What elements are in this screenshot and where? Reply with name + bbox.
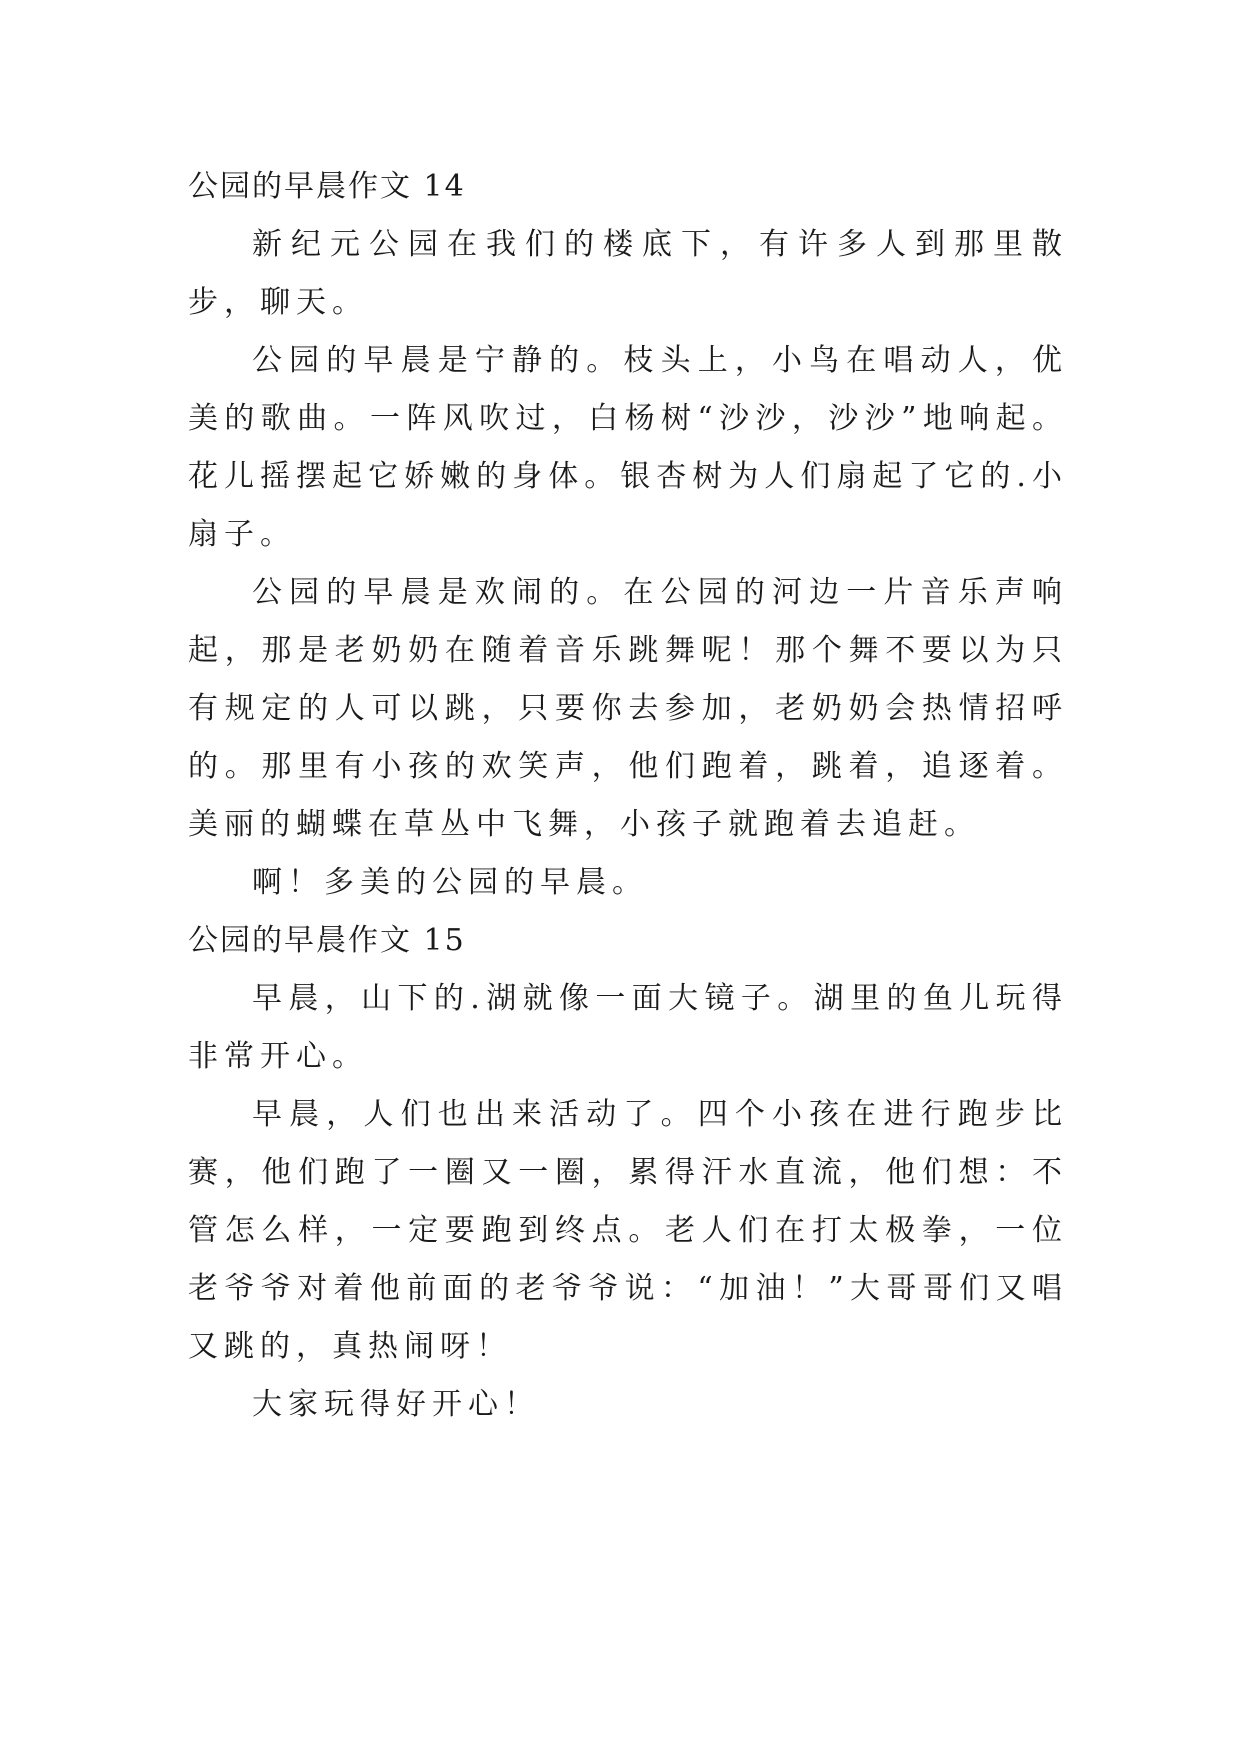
essay-15-paragraph-1: 早晨，山下的.湖就像一面大镜子。湖里的鱼儿玩得非常开心。 xyxy=(188,981,1068,1074)
essay-15-paragraph-3: 大家玩得好开心！ xyxy=(252,1387,540,1422)
essay-14-paragraph-2: 公园的早晨是宁静的。枝头上，小鸟在唱动人，优美的歌曲。一阵风吹过，白杨树“沙沙，沙沙”地响起。花儿摇摆起它娇嫩的身体。银杏树为人们扇起了它的.小扇子。 xyxy=(188,343,1068,552)
essay-14-paragraph-3: 公园的早晨是欢闹的。在公园的河边一片音乐声响起，那是老奶奶在随着音乐跳舞呢！那个舞不要以为只有规定的人可以跳，只要你去参加，老奶奶会热情招呼的。那里有小孩的欢笑声，他们跑着，跳着，追逐着。美丽的蝴蝶在草丛中飞舞，小孩子就跑着去追赶。 xyxy=(188,575,1068,842)
essay-14 xyxy=(188,158,1068,912)
essay-15-paragraph-2: 早晨，人们也出来活动了。四个小孩在进行跑步比赛，他们跑了一圈又一圈，累得汗水直流，他们想：不管怎么样，一定要跑到终点。老人们在打太极拳，一位老爷爷对着他前面的老爷爷说：“加油！”大哥哥们又唱又跳的，真热闹呀！ xyxy=(188,1097,1068,1364)
essay-14-title: 公园的早晨作文 14 xyxy=(188,169,466,204)
essay-14-paragraph-1: 新纪元公园在我们的楼底下，有许多人到那里散步，聊天。 xyxy=(188,227,1068,320)
essay-14-paragraph-4: 啊！多美的公园的早晨。 xyxy=(252,865,648,900)
essay-15 xyxy=(188,912,1068,1434)
document-body xyxy=(188,158,1068,1434)
essay-15-title: 公园的早晨作文 15 xyxy=(188,923,466,958)
